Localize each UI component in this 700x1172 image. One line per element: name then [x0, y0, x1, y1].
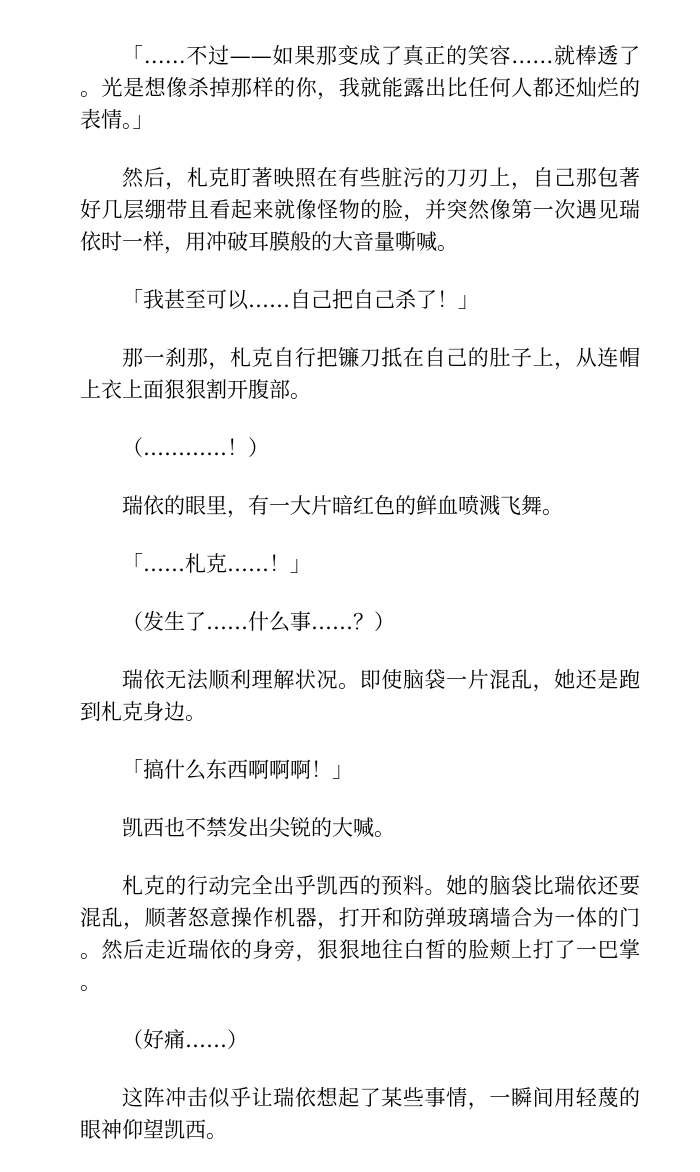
novel-page — [80, 40, 640, 1172]
paragraph-5: （…………！） — [122, 436, 269, 460]
paragraph-9: 瑞依无法顺利理解状况。即使脑袋一片混乱，她还是跑到札克身边。 — [80, 668, 640, 724]
paragraph-4: 那一刹那，札克自行把镰刀抵在自己的肚子上，从连帽上衣上面狠狠割开腹部。 — [80, 346, 640, 402]
paragraph-2: 然后，札克盯著映照在有些脏污的刀刃上，自己那包著好几层绷带且看起来就像怪物的脸，并突然像第一次遇见瑞依时一样，用冲破耳膜般的大音量嘶喊。 — [80, 166, 640, 254]
paragraph-11: 凯西也不禁发出尖锐的大喊。 — [122, 816, 395, 840]
paragraph-13: （好痛……） — [122, 1028, 248, 1052]
paragraph-3: 「我甚至可以……自己把自己杀了！」 — [122, 288, 479, 312]
paragraph-6: 瑞依的眼里，有一大片暗红色的鲜血喷溅飞舞。 — [122, 494, 563, 518]
paragraph-12: 札克的行动完全出乎凯西的预料。她的脑袋比瑞依还要混乱，顺著怒意操作机器，打开和防弹玻璃墙合为一体的门。然后走近瑞依的身旁，狠狠地往白皙的脸颊上打了一巴掌。 — [80, 874, 640, 994]
paragraph-8: （发生了……什么事……？） — [122, 610, 395, 634]
paragraph-10: 「搞什么东西啊啊啊！」 — [122, 758, 353, 782]
paragraph-14: 这阵冲击似乎让瑞依想起了某些事情，一瞬间用轻蔑的眼神仰望凯西。 — [80, 1086, 640, 1142]
paragraph-1: 「……不过——如果那变成了真正的笑容……就棒透了。光是想像杀掉那样的你，我就能露出比任何人都还灿烂的表情。」 — [80, 44, 640, 132]
paragraph-7: 「……札克……！」 — [122, 552, 311, 576]
